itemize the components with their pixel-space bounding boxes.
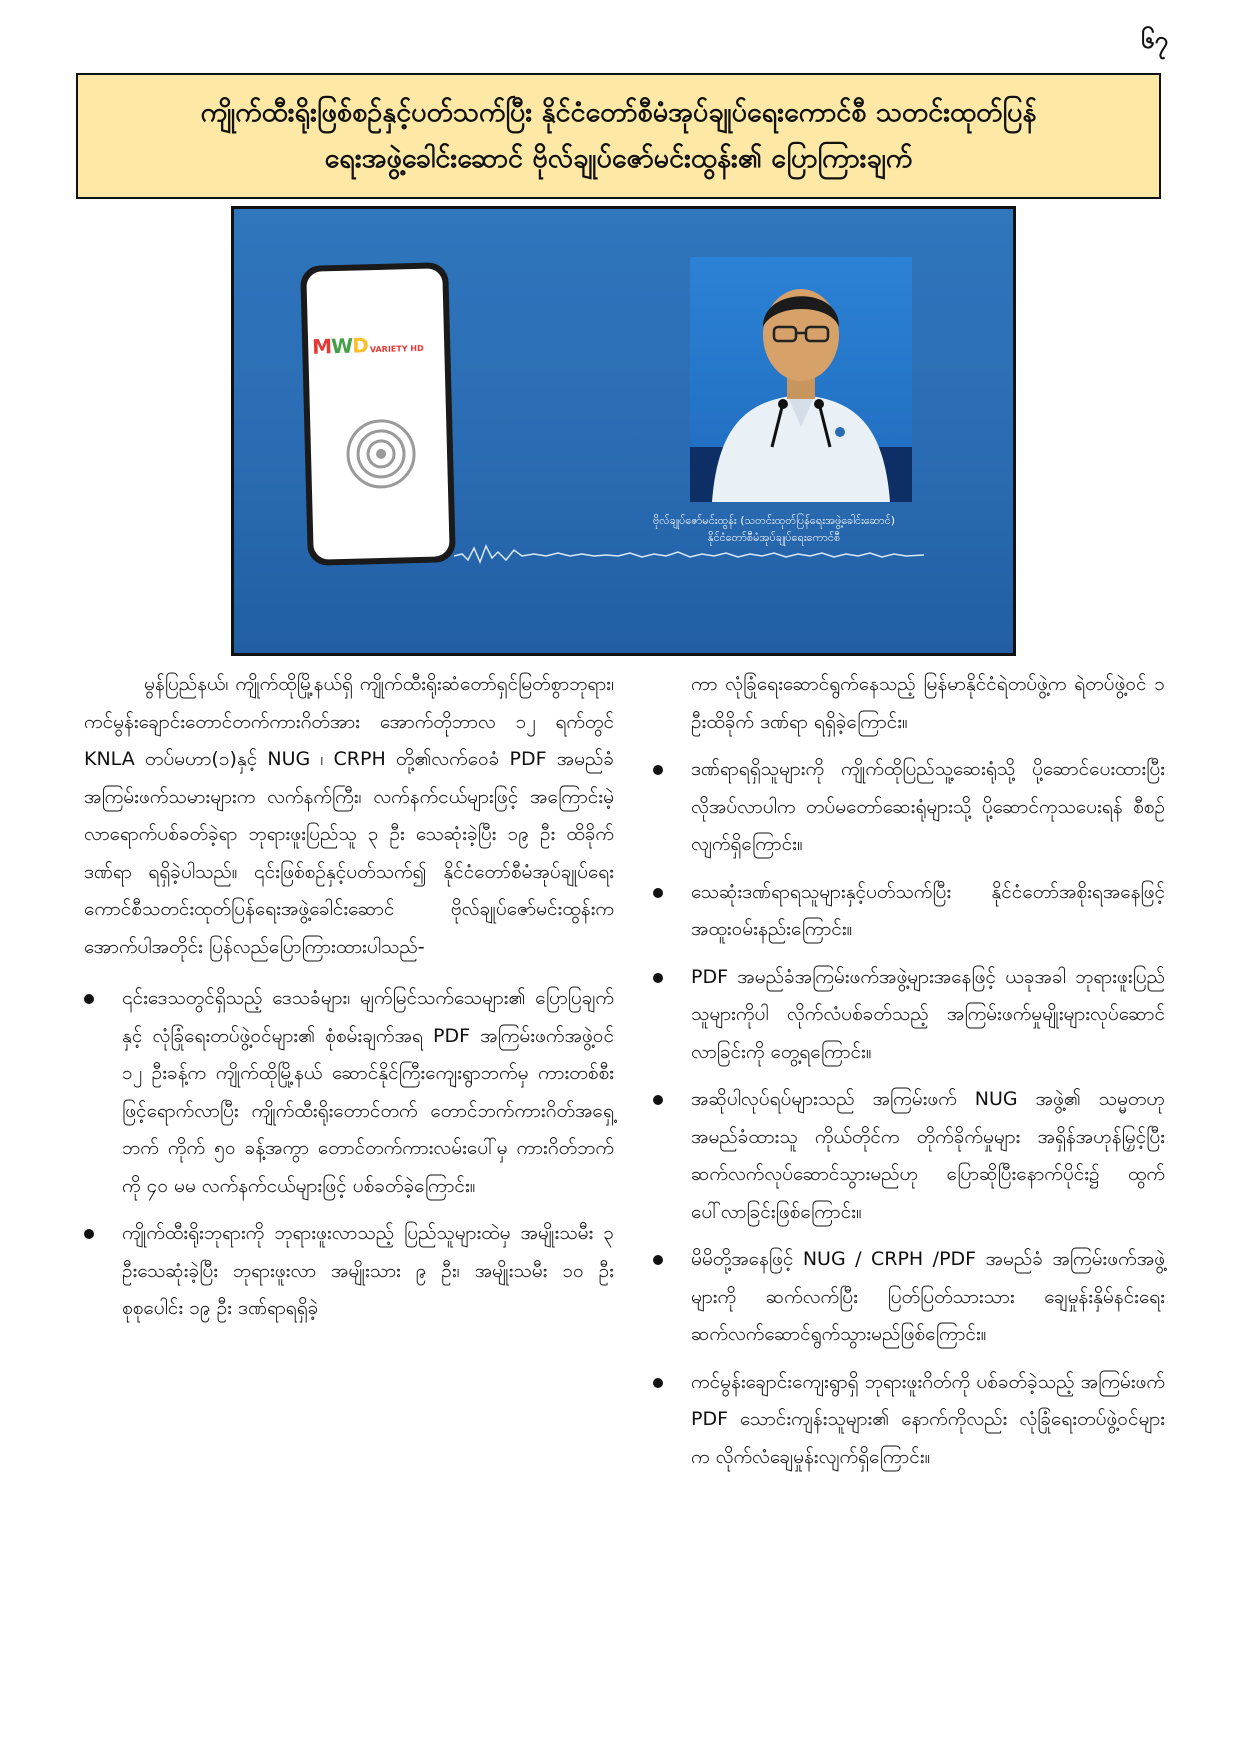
right-bullet-list — [653, 751, 1165, 1476]
sound-rings-icon — [344, 417, 418, 491]
page-number: ၆၇ — [1141, 26, 1168, 54]
audio-wave-icon — [454, 534, 924, 574]
phone-screen — [306, 268, 449, 559]
title-line-1: ကျိုက်ထီးရိုးဖြစ်စဉ်နှင့်ပတ်သက်ပြီး နိုင်ငံတော်စီမံအုပ်ချုပ်ရေးကောင်စီ သတင်းထုတ်ပြန် — [200, 97, 1037, 128]
right-column — [653, 666, 1165, 1486]
list-item: အဆိုပါလုပ်ရပ်များသည် အကြမ်းဖက် NUG အဖွဲ့၏ သမ္မတဟု အမည်ခံထားသူ ကိုယ်တိုင်က တိုက်ခိုက်မှုများ အရှိန်အဟုန်မြှင့်ပြီး ဆက်လက်လုပ်ဆောင်သွားမည်ဟု ပြောဆိုပြီးနောက်ပိုင်း၌ ထွက်ပေါ်လာခြင်းဖြစ်ကြောင်း။ — [653, 1081, 1165, 1231]
news-photo — [231, 206, 1016, 656]
speaker-figure-icon — [690, 257, 912, 502]
speaker-photo — [690, 257, 912, 502]
bullet-continuation: ကာ လုံခြုံရေးဆောင်ရွက်နေသည့် မြန်မာနိုင်ငံရဲတပ်ဖွဲ့က ရဲတပ်ဖွဲ့ဝင် ၁ ဦးထိခိုက် ဒဏ်ရာ ရရှိခဲ့ကြောင်း။ — [691, 673, 1165, 733]
list-item: ၎င်းဒေသတွင်ရှိသည့် ဒေသခံများ၊ မျက်မြင်သက်သေများ၏ ပြောပြချက်နှင့် လုံခြုံရေးတပ်ဖွဲ့ဝင်များ၏ စုံစမ်းချက်အရ PDF အကြမ်းဖက်အဖွဲ့ဝင် ၁၂ ဦးခန့်က ကျိုက်ထိုမြို့နယ် ဆောင်နိုင်ကြီးကျေးရွာဘက်မှ ကားတစ်စီးဖြင့်ရောက်လာပြီး ကျိုက်ထီးရိုးတောင်တက် တောင်ဘက်ကားဂိတ်အရှေ့ဘက် ကိုက် ၅၀ ခန့်အကွာ တောင်တက်ကားလမ်းပေါ်မှ ကားဂိတ်ဘက်ကို ၄၀ မမ လက်နက်ငယ်များဖြင့် ပစ်ခတ်ခဲ့ကြောင်း။ — [84, 980, 614, 1205]
intro-paragraph: မွန်ပြည်နယ်၊ ကျိုက်ထိုမြို့နယ်ရှိ ကျိုက်ထီးရိုးဆံတော်ရှင်မြတ်စွာဘုရား၊ ကင်မွန်းချောင်းတောင်တက်ကားဂိတ်အား အောက်တိုဘာလ ၁၂ ရက်တွင် KNLA တပ်မဟာ(၁)နှင့် NUG ၊ CRPH တို့၏လက်ဝေခံ PDF အမည်ခံအကြမ်းဖက်သမားများက လက်နက်ကြီး၊ လက်နက်ငယ်များဖြင့် အကြောင်းမဲ့လာရောက်ပစ်ခတ်ခဲ့ရာ ဘုရားဖူးပြည်သူ ၃ ဦး သေဆုံးခဲ့ပြီး ၁၉ ဦး ထိခိုက်ဒဏ်ရာ ရရှိခဲ့ပါသည်။ ၎င်းဖြစ်စဉ်နှင့်ပတ်သက်၍ နိုင်ငံတော်စီမံအုပ်ချုပ်ရေးကောင်စီသတင်းထုတ်ပြန်ရေးအဖွဲ့ခေါင်းဆောင် ဗိုလ်ချုပ်ဇော်မင်းထွန်းက အောက်ပါအတိုင်း ပြန်လည်ပြောကြားထားပါသည်- — [84, 673, 614, 958]
list-item: သေဆုံးဒဏ်ရာရသူများနှင့်ပတ်သက်ပြီး နိုင်ငံတော်အစိုးရအနေဖြင့် အထူးဝမ်းနည်းကြောင်း။ — [653, 874, 1165, 949]
list-item: PDF အမည်ခံအကြမ်းဖက်အဖွဲ့များအနေဖြင့် ယခုအခါ ဘုရားဖူးပြည်သူများကိုပါ လိုက်လံပစ်ခတ်သည့် အကြမ်းဖက်မှုမျိုးများလုပ်ဆောင်လာခြင်းကို တွေ့ရကြောင်း။ — [653, 959, 1165, 1072]
left-bullet-list — [84, 980, 614, 1328]
phone-illustration — [300, 262, 456, 566]
list-item: ကင်မွန်းချောင်းကျေးရွာရှိ ဘုရားဖူးဂိတ်ကို ပစ်ခတ်ခဲ့သည့် အကြမ်းဖက် PDF သောင်းကျန်းသူများ၏ နောက်ကိုလည်း လုံခြုံရေးတပ်ဖွဲ့ဝင်များက လိုက်လံချေမှုန်းလျက်ရှိကြောင်း။ — [653, 1364, 1165, 1477]
caption-line-1: ဗိုလ်ချုပ်ဇော်မင်းထွန်း (သတင်းထုတ်ပြန်ရေးအဖွဲ့ခေါင်းဆောင်) — [653, 514, 895, 527]
title-box — [76, 73, 1161, 199]
list-item: မိမိတို့အနေဖြင့် NUG / CRPH /PDF အမည်ခံ အကြမ်းဖက်အဖွဲ့များကို ဆက်လက်ပြီး ပြတ်ပြတ်သားသား ချေမှုန်းနှိမ်နင်းရေး ဆက်လက်ဆောင်ရွက်သွားမည်ဖြစ်ကြောင်း။ — [653, 1241, 1165, 1354]
list-item: ဒဏ်ရာရရှိသူများကို ကျိုက်ထိုပြည်သူ့ဆေးရုံသို့ ပို့ဆောင်ပေးထားပြီး လိုအပ်လာပါက တပ်မတော်ဆေးရုံများသို့ ပို့ဆောင်ကုသပေးရန် စီစဉ်လျက်ရှိကြောင်း။ — [653, 751, 1165, 864]
left-column — [84, 666, 614, 1338]
tv-logo-sub: VARIETY HD — [369, 343, 424, 355]
list-item: ကျိုက်ထီးရိုးဘုရားကို ဘုရားဖူးလာသည့် ပြည်သူများထဲမှ အမျိုးသမီး ၃ ဦးသေဆုံးခဲ့ပြီး ဘုရားဖူးလာ အမျိုးသား ၉ ဦး၊ အမျိုးသမီး ၁၀ ဦး စုစုပေါင်း ၁၉ ဦး ဒဏ်ရာရရှိခဲ့ — [84, 1215, 614, 1328]
title-line-2: ရေးအဖွဲ့ခေါင်းဆောင် ဗိုလ်ချုပ်ဇော်မင်းထွန်း၏ ပြောကြားချက် — [324, 143, 913, 174]
caption-line-2: နိုင်ငံတော်စီမံအုပ်ချုပ်ရေးကောင်စီ — [707, 531, 841, 544]
tv-logo: MWD VARIETY HD — [311, 333, 424, 359]
